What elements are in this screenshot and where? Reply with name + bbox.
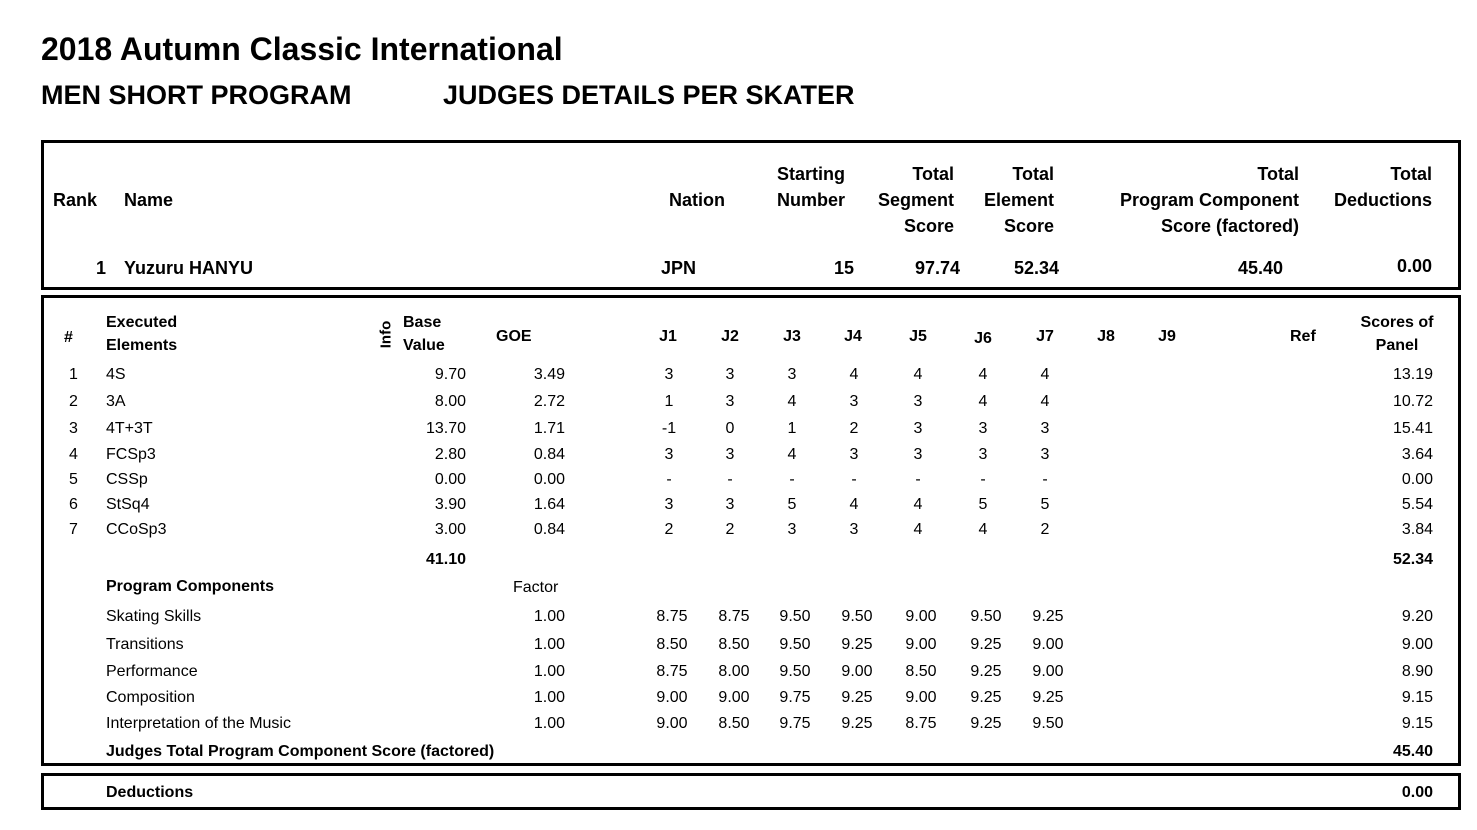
skater-tss: 97.74 [914, 258, 960, 278]
element-number-header: # [64, 329, 73, 346]
element-judge-mark: - [666, 471, 672, 488]
skater-deductions: 0.00 [1396, 256, 1432, 276]
element-judge-mark: - [980, 471, 986, 488]
element-judge-mark: 3 [978, 420, 988, 437]
component-judge-mark: 9.50 [841, 608, 873, 625]
judge-header-j9: J9 [1158, 328, 1176, 345]
element-number: 4 [69, 446, 78, 463]
skater-tes: 52.34 [1013, 258, 1059, 278]
element-judge-mark: 4 [978, 521, 988, 538]
tss-header: Total Segment Score [877, 164, 954, 236]
judge-header-j6: J6 [974, 330, 992, 347]
component-judge-mark: 9.25 [841, 689, 873, 706]
nation-header: Nation [669, 190, 725, 210]
factor-header: Factor [513, 579, 559, 596]
element-number: 6 [69, 496, 78, 513]
component-judge-mark: 9.25 [841, 636, 873, 653]
program-components-header: Program Components [106, 578, 275, 595]
component-factor: 1.00 [533, 663, 565, 680]
deductions-label: Deductions [106, 784, 194, 801]
elements-total-panel: 52.34 [1392, 551, 1433, 568]
components-total-value: 45.40 [1392, 743, 1433, 760]
component-factor: 1.00 [533, 608, 565, 625]
element-judge-mark: 1 [787, 420, 797, 437]
element-judge-mark: 5 [1040, 496, 1050, 513]
element-judge-mark: 3 [913, 393, 923, 410]
element-judge-mark: 3 [787, 366, 797, 383]
skater-pcs: 45.40 [1237, 258, 1283, 278]
element-goe: 0.84 [533, 446, 565, 463]
component-panel-score: 9.00 [1401, 636, 1433, 653]
component-judge-mark: 9.00 [1032, 663, 1064, 680]
skater-summary-box [41, 140, 1461, 290]
component-judge-mark: 8.75 [656, 608, 688, 625]
element-judge-mark: 0 [725, 420, 735, 437]
element-base-value: 3.90 [434, 496, 466, 513]
element-panel-score: 0.00 [1401, 471, 1433, 488]
segment-title: MEN SHORT PROGRAM [41, 80, 352, 110]
element-number: 7 [69, 521, 78, 538]
component-judge-mark: 9.00 [718, 689, 750, 706]
element-judge-mark: 2 [664, 521, 674, 538]
pcs-header: Total Program Component Score (factored) [1119, 164, 1299, 236]
component-judge-mark: 9.25 [970, 715, 1002, 732]
element-judge-mark: 3 [664, 366, 674, 383]
element-judge-mark: 4 [787, 446, 797, 463]
executed-elements-header: Executed Elements [106, 314, 178, 354]
element-judge-mark: 3 [725, 366, 735, 383]
element-panel-score: 13.19 [1392, 366, 1433, 383]
element-judge-mark: - [915, 471, 921, 488]
component-judge-mark: 9.25 [841, 715, 873, 732]
component-judge-mark: 8.50 [718, 715, 750, 732]
element-judge-mark: - [789, 471, 795, 488]
report-type-title: JUDGES DETAILS PER SKATER [443, 80, 855, 110]
tes-header: Total Element Score [983, 164, 1054, 236]
element-goe: 1.64 [533, 496, 565, 513]
element-judge-mark: 4 [913, 521, 923, 538]
element-base-value: 0.00 [434, 471, 466, 488]
element-judge-mark: 3 [1040, 446, 1050, 463]
element-name: 4S [106, 366, 126, 383]
element-judge-mark: 4 [913, 496, 923, 513]
judge-header-j1: J1 [659, 328, 677, 345]
element-judge-mark: 2 [1040, 521, 1050, 538]
judge-header-j4: J4 [844, 328, 862, 345]
element-judge-mark: 4 [849, 366, 859, 383]
element-judge-mark: 1 [664, 393, 674, 410]
element-judge-mark: - [851, 471, 857, 488]
element-judge-mark: 3 [1040, 420, 1050, 437]
element-name: 4T+3T [106, 420, 153, 437]
element-number: 3 [69, 420, 78, 437]
component-factor: 1.00 [533, 636, 565, 653]
component-judge-mark: 9.25 [970, 636, 1002, 653]
element-judge-mark: 3 [664, 496, 674, 513]
element-judge-mark: -1 [661, 420, 677, 437]
elements-total-base: 41.10 [425, 551, 466, 568]
component-judge-mark: 9.25 [1032, 608, 1064, 625]
component-judge-mark: 9.50 [779, 636, 811, 653]
component-name: Performance [106, 663, 198, 680]
element-name: 3A [106, 393, 126, 410]
element-judge-mark: 3 [849, 446, 859, 463]
base-value-header: Base Value [403, 314, 445, 354]
component-name: Skating Skills [106, 608, 202, 625]
element-name: StSq4 [106, 496, 150, 513]
details-box [41, 295, 1461, 766]
starting-number-header: Starting Number [776, 164, 845, 210]
element-number: 2 [69, 393, 78, 410]
judge-header-j7: J7 [1036, 328, 1054, 345]
element-base-value: 8.00 [434, 393, 466, 410]
component-panel-score: 8.90 [1401, 663, 1433, 680]
scores-of-panel-header: Scores of Panel [1360, 314, 1434, 354]
component-judge-mark: 9.75 [779, 715, 811, 732]
element-judge-mark: 5 [978, 496, 988, 513]
element-goe: 2.72 [533, 393, 565, 410]
element-judge-mark: 4 [978, 393, 988, 410]
element-judge-mark: 3 [849, 521, 859, 538]
element-judge-mark: 3 [787, 521, 797, 538]
element-judge-mark: 3 [913, 420, 923, 437]
element-number: 1 [69, 366, 78, 383]
goe-header: GOE [496, 328, 532, 345]
component-judge-mark: 9.50 [779, 608, 811, 625]
element-panel-score: 15.41 [1392, 420, 1433, 437]
component-judge-mark: 9.25 [1032, 689, 1064, 706]
element-judge-mark: - [727, 471, 733, 488]
element-judge-mark: 2 [725, 521, 735, 538]
component-judge-mark: 9.25 [970, 689, 1002, 706]
skater-nation: JPN [661, 258, 697, 278]
info-header: Info [377, 320, 395, 349]
component-judge-mark: 9.50 [1032, 715, 1064, 732]
event-title: 2018 Autumn Classic International [41, 31, 563, 67]
component-judge-mark: 9.00 [841, 663, 873, 680]
element-judge-mark: 4 [978, 366, 988, 383]
judge-header-j3: J3 [783, 328, 801, 345]
skater-starting-number: 15 [833, 258, 854, 278]
element-base-value: 2.80 [434, 446, 466, 463]
element-judge-mark: 3 [664, 446, 674, 463]
component-judge-mark: 8.00 [718, 663, 750, 680]
judge-header-j2: J2 [721, 328, 739, 345]
element-judge-mark: 3 [725, 496, 735, 513]
element-judge-mark: 4 [1040, 393, 1050, 410]
judge-header-j5: J5 [909, 328, 927, 345]
element-judge-mark: 3 [849, 393, 859, 410]
element-panel-score: 5.54 [1401, 496, 1433, 513]
component-panel-score: 9.20 [1401, 608, 1433, 625]
component-judge-mark: 9.25 [970, 663, 1002, 680]
element-panel-score: 3.64 [1401, 446, 1433, 463]
element-judge-mark: 4 [913, 366, 923, 383]
element-base-value: 9.70 [434, 366, 466, 383]
component-judge-mark: 9.00 [1032, 636, 1064, 653]
element-goe: 3.49 [533, 366, 565, 383]
element-base-value: 13.70 [425, 420, 466, 437]
component-name: Composition [106, 689, 195, 706]
element-goe: 0.00 [533, 471, 565, 488]
element-judge-mark: 3 [725, 393, 735, 410]
element-judge-mark: 4 [849, 496, 859, 513]
component-judge-mark: 9.50 [970, 608, 1002, 625]
element-panel-score: 3.84 [1401, 521, 1433, 538]
components-total-label: Judges Total Program Component Score (factored) [106, 743, 495, 760]
element-name: CCoSp3 [106, 521, 167, 538]
element-judge-mark: - [1042, 471, 1048, 488]
element-number: 5 [69, 471, 78, 488]
judge-header-j8: J8 [1097, 328, 1115, 345]
referee-header: Ref [1290, 328, 1316, 345]
component-judge-mark: 8.50 [905, 663, 937, 680]
skater-rank: 1 [96, 258, 107, 278]
component-panel-score: 9.15 [1401, 715, 1433, 732]
element-judge-mark: 3 [978, 446, 988, 463]
element-name: CSSp [106, 471, 148, 488]
component-judge-mark: 8.75 [718, 608, 750, 625]
component-judge-mark: 9.00 [656, 689, 688, 706]
element-goe: 1.71 [533, 420, 565, 437]
component-judge-mark: 8.75 [656, 663, 688, 680]
component-judge-mark: 8.50 [656, 636, 688, 653]
name-header: Name [124, 190, 174, 210]
skater-name: Yuzuru HANYU [124, 258, 254, 278]
element-judge-mark: 3 [725, 446, 735, 463]
element-base-value: 3.00 [434, 521, 466, 538]
element-judge-mark: 4 [787, 393, 797, 410]
component-name: Interpretation of the Music [106, 715, 291, 732]
component-name: Transitions [106, 636, 184, 653]
element-judge-mark: 4 [1040, 366, 1050, 383]
element-judge-mark: 2 [849, 420, 859, 437]
component-judge-mark: 9.00 [656, 715, 688, 732]
component-factor: 1.00 [533, 689, 565, 706]
component-factor: 1.00 [533, 715, 565, 732]
deductions-value: 0.00 [1401, 784, 1433, 801]
component-judge-mark: 8.50 [718, 636, 750, 653]
component-judge-mark: 9.75 [779, 689, 811, 706]
rank-header: Rank [53, 190, 98, 210]
deductions-box [41, 773, 1461, 810]
element-name: FCSp3 [106, 446, 156, 463]
element-goe: 0.84 [533, 521, 565, 538]
component-judge-mark: 9.50 [779, 663, 811, 680]
element-judge-mark: 3 [913, 446, 923, 463]
component-judge-mark: 9.00 [905, 636, 937, 653]
element-panel-score: 10.72 [1392, 393, 1433, 410]
component-judge-mark: 8.75 [905, 715, 937, 732]
element-judge-mark: 5 [787, 496, 797, 513]
component-judge-mark: 9.00 [905, 608, 937, 625]
component-judge-mark: 9.00 [905, 689, 937, 706]
deductions-header: Total Deductions [1333, 164, 1432, 210]
component-panel-score: 9.15 [1401, 689, 1433, 706]
